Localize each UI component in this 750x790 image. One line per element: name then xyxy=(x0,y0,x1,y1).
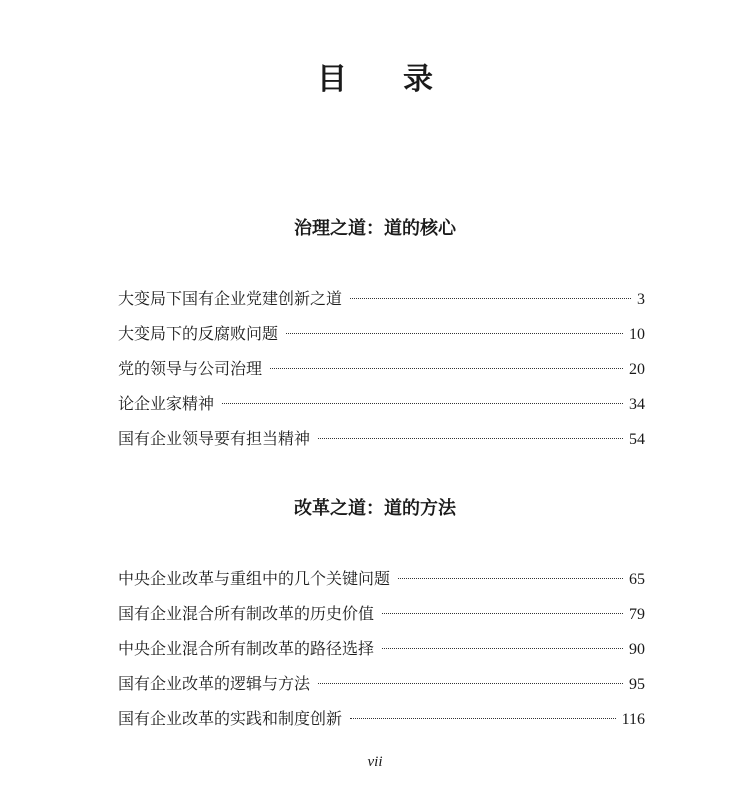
toc-entry[interactable] xyxy=(118,391,645,426)
toc-entry[interactable] xyxy=(118,601,645,636)
toc-entry-title: 中央企业混合所有制改革的路径选择 xyxy=(118,639,375,658)
toc-entry-page: 65 xyxy=(629,571,645,588)
toc-entry-page: 116 xyxy=(621,711,645,728)
toc-entry[interactable] xyxy=(118,566,645,601)
dot-leader xyxy=(222,403,623,404)
toc-entry-title: 国有企业改革的逻辑与方法 xyxy=(118,674,311,693)
toc-entry-title: 国有企业混合所有制改革的历史价值 xyxy=(118,604,375,623)
toc-entry-title: 国有企业改革的实践和制度创新 xyxy=(118,709,343,728)
toc-entry-page: 79 xyxy=(629,606,645,623)
toc-entry[interactable] xyxy=(118,286,645,321)
toc-entry-page: 54 xyxy=(629,431,645,448)
dot-leader xyxy=(318,683,623,684)
page-title: 目录 xyxy=(317,62,489,98)
toc-entry-title: 论企业家精神 xyxy=(118,394,215,413)
toc-entry-page: 3 xyxy=(637,291,645,308)
toc-entry-title: 党的领导与公司治理 xyxy=(118,359,263,378)
dot-leader xyxy=(270,368,623,369)
toc-entry-title: 大变局下国有企业党建创新之道 xyxy=(118,289,343,308)
dot-leader xyxy=(286,333,623,334)
toc-entry[interactable] xyxy=(118,321,645,356)
toc-list xyxy=(118,566,645,741)
toc-entry-page: 10 xyxy=(629,326,645,343)
dot-leader xyxy=(382,613,623,614)
toc-entry-title: 中央企业改革与重组中的几个关键问题 xyxy=(118,569,391,588)
dot-leader xyxy=(350,718,616,719)
toc-entry-page: 20 xyxy=(629,361,645,378)
toc-entry-title: 大变局下的反腐败问题 xyxy=(118,324,279,343)
toc-list xyxy=(118,286,645,461)
toc-entry-page: 95 xyxy=(629,676,645,693)
toc-entry-title: 国有企业领导要有担当精神 xyxy=(118,429,311,448)
toc-entry-page: 34 xyxy=(629,396,645,413)
toc-entry[interactable] xyxy=(118,426,645,461)
section-heading: 改革之道：道的方法 xyxy=(294,498,456,519)
toc-entry-page: 90 xyxy=(629,641,645,658)
section-heading: 治理之道：道的核心 xyxy=(294,218,456,239)
toc-entry[interactable] xyxy=(118,356,645,391)
dot-leader xyxy=(318,438,623,439)
dot-leader xyxy=(382,648,623,649)
dot-leader xyxy=(398,578,623,579)
dot-leader xyxy=(350,298,631,299)
toc-entry[interactable] xyxy=(118,706,645,741)
page-number: vii xyxy=(367,754,383,770)
toc-entry[interactable] xyxy=(118,671,645,706)
toc-entry[interactable] xyxy=(118,636,645,671)
